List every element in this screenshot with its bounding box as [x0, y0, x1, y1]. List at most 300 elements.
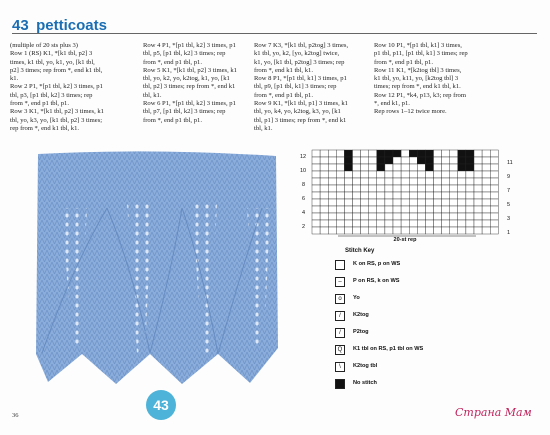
- chart-cell: [474, 157, 482, 164]
- chart-cell: [466, 178, 474, 185]
- chart-cell: [434, 206, 442, 213]
- pattern-badge: 43: [146, 390, 176, 420]
- chart-cell: [490, 157, 498, 164]
- chart-cell: [450, 227, 458, 234]
- chart-cell: [393, 150, 401, 157]
- chart-cell: [458, 220, 466, 227]
- chart-cell: [425, 171, 433, 178]
- instruction-line: Row 7 K3, *[k1 tbl, p2tog] 3 times, k1 tbl, yo, k2, [yo, k2tog] twice, k1, yo, [k1 tbl, p2tog] 3 times; rep from *, end k1 tbl, k1.: [254, 42, 349, 74]
- chart-cell: [369, 227, 377, 234]
- row-label-left: 4: [302, 210, 306, 216]
- chart-cell: [312, 192, 320, 199]
- chart-cell: [466, 192, 474, 199]
- chart-cell: [328, 206, 336, 213]
- chart-cell: [450, 157, 458, 164]
- chart-cell: [328, 199, 336, 206]
- chart-cell: [361, 171, 369, 178]
- chart-cell: [434, 171, 442, 178]
- key-label: K on RS, p on WS: [353, 261, 401, 267]
- chart-cell: [385, 199, 393, 206]
- chart-cell: [450, 213, 458, 220]
- key-swatch: –: [335, 277, 345, 287]
- chart-cell: [409, 164, 417, 171]
- chart-cell: [361, 206, 369, 213]
- chart-cell: [377, 220, 385, 227]
- chart-cell: [458, 192, 466, 199]
- row-label-left: 2: [302, 224, 306, 230]
- chart-cell: [401, 185, 409, 192]
- chart-cell: [393, 164, 401, 171]
- chart-cell: [401, 227, 409, 234]
- chart-cell: [425, 164, 433, 171]
- key-swatch: [335, 379, 345, 389]
- chart-cell: [312, 150, 320, 157]
- chart-cell: [377, 178, 385, 185]
- chart-cell: [385, 227, 393, 234]
- chart-cell: [328, 185, 336, 192]
- chart-cell: [312, 157, 320, 164]
- chart-cell: [442, 213, 450, 220]
- chart-cell: [344, 157, 352, 164]
- chart-cell: [393, 227, 401, 234]
- chart-cell: [490, 185, 498, 192]
- chart-cell: [361, 192, 369, 199]
- chart-cell: [344, 220, 352, 227]
- chart-cell: [482, 199, 490, 206]
- chart-cell: [361, 178, 369, 185]
- chart-cell: [466, 227, 474, 234]
- chart-cell: [482, 157, 490, 164]
- chart-cell: [458, 199, 466, 206]
- chart-cell: [450, 220, 458, 227]
- chart-cell: [385, 206, 393, 213]
- chart-cell: [466, 213, 474, 220]
- chart-cell: [474, 150, 482, 157]
- chart-cell: [417, 164, 425, 171]
- chart-cell: [401, 171, 409, 178]
- chart-cell: [361, 185, 369, 192]
- chart-cell: [353, 150, 361, 157]
- key-label: K1 tbl on RS, p1 tbl on WS: [353, 346, 424, 352]
- chart-cell: [312, 199, 320, 206]
- chart-cell: [401, 213, 409, 220]
- chart-cell: [320, 164, 328, 171]
- chart-cell: [442, 150, 450, 157]
- pattern-title: petticoats: [36, 17, 107, 34]
- chart-cell: [442, 171, 450, 178]
- chart-cell: [361, 150, 369, 157]
- chart-cell: [490, 171, 498, 178]
- chart-cell: [434, 227, 442, 234]
- chart-cell: [482, 164, 490, 171]
- row-label-left: 8: [302, 182, 306, 188]
- instruction-line: Row 2 P1, *[p1 tbl, k2] 3 times, p1 tbl, p3, [p1 tbl, k2] 3 times; rep from *, end p1 tbl, p1.: [10, 83, 103, 108]
- chart-cell: [474, 213, 482, 220]
- row-label-left: 12: [300, 154, 307, 160]
- instruction-line: Row 6 P1, *[p1 tbl, k2] 3 times, p1 tbl, p7, [p1 tbl, k2] 3 times; rep from *, end p1 tbl, p1.: [143, 100, 236, 124]
- key-swatch: /: [335, 311, 345, 321]
- chart-cell: [336, 220, 344, 227]
- chart-cell: [385, 213, 393, 220]
- instruction-line: Row 3 K1, *[k1 tbl, p2] 3 times, k1 tbl, yo, k3, yo, [k1 tbl, p2] 3 times; rep from *, end k1 tbl, k1.: [10, 108, 104, 132]
- chart-cell: [328, 220, 336, 227]
- chart-cell: [328, 178, 336, 185]
- chart-cell: [336, 178, 344, 185]
- chart-cell: [434, 150, 442, 157]
- chart-cell: [434, 213, 442, 220]
- chart-cell: [320, 213, 328, 220]
- chart-cell: [361, 227, 369, 234]
- chart-cell: [409, 192, 417, 199]
- chart-cell: [490, 150, 498, 157]
- chart-cell: [312, 220, 320, 227]
- chart-cell: [336, 192, 344, 199]
- chart-cell: [409, 185, 417, 192]
- row-label-right: 1: [507, 230, 511, 236]
- chart-cell: [353, 227, 361, 234]
- chart-cell: [482, 185, 490, 192]
- chart-cell: [458, 164, 466, 171]
- chart-cell: [320, 178, 328, 185]
- row-label-left: 6: [302, 196, 306, 202]
- instructions-column-3: [254, 42, 349, 133]
- chart-cell: [336, 199, 344, 206]
- chart-cell: [353, 192, 361, 199]
- chart-cell: [320, 206, 328, 213]
- instruction-line: Row 11 K1, *[k2tog tbl] 3 times, k1 tbl, yo, k11, yo, [k2tog tbl] 3 times; rep from *, end k1 tbl, k1.: [374, 66, 462, 91]
- instruction-line: Row 8 P1, *[p1 tbl, k1] 3 times, p1 tbl, p9, [p1 tbl, k1] 3 times; rep from *, end p1 tbl, p1.: [254, 75, 347, 99]
- chart-cell: [353, 164, 361, 171]
- chart-cell: [393, 185, 401, 192]
- chart-cell: [385, 220, 393, 227]
- row-label-right: 7: [507, 188, 511, 194]
- chart-cell: [393, 206, 401, 213]
- chart-cell: [458, 227, 466, 234]
- chart-cell: [377, 199, 385, 206]
- chart-cell: [442, 164, 450, 171]
- chart-cell: [425, 157, 433, 164]
- chart-cell: [385, 178, 393, 185]
- instruction-line: Row 9 K1, *[k1 tbl, p1] 3 times, k1 tbl, yo, k4, yo, k2tog, k3, yo, [k1 tbl, p1] 3 times; rep from *, end k1 tbl, k1.: [254, 100, 348, 132]
- chart-cell: [353, 206, 361, 213]
- chart-cell: [474, 178, 482, 185]
- chart-cell: [353, 199, 361, 206]
- chart-cell: [409, 178, 417, 185]
- chart-cell: [312, 185, 320, 192]
- instructions-column-4: [374, 42, 469, 117]
- chart-cell: [401, 192, 409, 199]
- chart-cell: [434, 220, 442, 227]
- chart-cell: [425, 192, 433, 199]
- chart-cell: [320, 192, 328, 199]
- instruction-line: Row 1 (RS) K1, *[k1 tbl, p2] 3 times, k1 tbl, yo, k1, yo, [k1 tbl, p2] 3 times; rep from *, end k1 tbl, k1.: [10, 50, 103, 83]
- chart-cell: [450, 192, 458, 199]
- key-label: Yo: [353, 295, 360, 301]
- chart-cell: [361, 213, 369, 220]
- chart-cell: [393, 171, 401, 178]
- chart-cell: [328, 227, 336, 234]
- chart-cell: [417, 178, 425, 185]
- chart-cell: [344, 206, 352, 213]
- chart-cell: [393, 213, 401, 220]
- row-label-left: 10: [300, 168, 307, 174]
- chart-cell: [490, 227, 498, 234]
- chart-cell: [442, 220, 450, 227]
- chart-cell: [353, 171, 361, 178]
- chart-cell: [385, 185, 393, 192]
- chart-cell: [474, 171, 482, 178]
- chart-cell: [466, 157, 474, 164]
- chart-cell: [442, 178, 450, 185]
- chart-cell: [482, 150, 490, 157]
- chart-cell: [361, 199, 369, 206]
- instructions-column-2: [143, 42, 238, 125]
- row-label-right: 9: [507, 174, 511, 180]
- chart-cell: [482, 227, 490, 234]
- chart-cell: [466, 164, 474, 171]
- chart-cell: [450, 178, 458, 185]
- chart-cell: [490, 192, 498, 199]
- chart-cell: [401, 220, 409, 227]
- chart-cell: [312, 164, 320, 171]
- chart-cell: [369, 199, 377, 206]
- chart-cell: [353, 185, 361, 192]
- chart-cell: [417, 227, 425, 234]
- chart-cell: [385, 150, 393, 157]
- knitted-swatch-photo: [32, 148, 280, 385]
- chart-cell: [353, 220, 361, 227]
- chart-cell: [353, 178, 361, 185]
- key-label: P2tog: [353, 329, 369, 335]
- chart-cell: [442, 227, 450, 234]
- chart-cell: [336, 227, 344, 234]
- chart-cell: [369, 157, 377, 164]
- chart-cell: [328, 150, 336, 157]
- chart-cell: [393, 199, 401, 206]
- chart-cell: [409, 213, 417, 220]
- chart-cell: [490, 164, 498, 171]
- chart-cell: [344, 185, 352, 192]
- chart-cell: [336, 206, 344, 213]
- chart-cell: [474, 185, 482, 192]
- chart-cell: [474, 199, 482, 206]
- chart-cell: [490, 220, 498, 227]
- chart-cell: [442, 206, 450, 213]
- chart-cell: [474, 192, 482, 199]
- chart-cell: [401, 157, 409, 164]
- chart-cell: [369, 171, 377, 178]
- chart-cell: [458, 213, 466, 220]
- chart-cell: [361, 220, 369, 227]
- key-label: P on RS, k on WS: [353, 278, 400, 284]
- chart-cell: [409, 199, 417, 206]
- key-swatch: Q: [335, 345, 345, 355]
- chart-cell: [401, 178, 409, 185]
- chart-cell: [425, 199, 433, 206]
- site-watermark: Страна Мам: [455, 406, 532, 419]
- chart-cell: [417, 199, 425, 206]
- chart-cell: [442, 199, 450, 206]
- chart-cell: [401, 164, 409, 171]
- chart-cell: [369, 164, 377, 171]
- chart-cell: [320, 227, 328, 234]
- row-label-right: 5: [507, 202, 511, 208]
- chart-cell: [458, 206, 466, 213]
- chart-cell: [336, 171, 344, 178]
- chart-cell: [385, 192, 393, 199]
- chart-cell: [344, 213, 352, 220]
- key-swatch: o: [335, 294, 345, 304]
- chart-cell: [377, 150, 385, 157]
- chart-cell: [490, 199, 498, 206]
- chart-cell: [312, 178, 320, 185]
- pattern-number: 43: [12, 17, 29, 34]
- chart-cell: [393, 192, 401, 199]
- chart-cell: [393, 157, 401, 164]
- chart-cell: [377, 213, 385, 220]
- knitting-chart: [300, 148, 515, 243]
- chart-cell: [344, 192, 352, 199]
- instruction-line: Row 5 K1, *[k1 tbl, p2] 3 times, k1 tbl, yo, k2, yo, k2tog, k1, yo, [k1 tbl, p2] 3 times; rep from *, end k1 tbl, k1.: [143, 66, 237, 99]
- chart-cell: [442, 157, 450, 164]
- chart-cell: [344, 227, 352, 234]
- chart-cell: [320, 220, 328, 227]
- chart-cell: [474, 227, 482, 234]
- chart-cell: [312, 213, 320, 220]
- chart-cell: [417, 171, 425, 178]
- chart-cell: [361, 164, 369, 171]
- chart-cell: [344, 171, 352, 178]
- stitch-key-title: Stitch Key: [345, 248, 375, 254]
- chart-cell: [377, 206, 385, 213]
- chart-cell: [466, 206, 474, 213]
- chart-cell: [434, 199, 442, 206]
- chart-cell: [336, 157, 344, 164]
- chart-cell: [336, 213, 344, 220]
- chart-cell: [385, 157, 393, 164]
- repeat-label: 20-st rep: [393, 237, 417, 243]
- chart-cell: [490, 206, 498, 213]
- chart-cell: [425, 220, 433, 227]
- chart-cell: [369, 185, 377, 192]
- chart-grid: [312, 150, 498, 234]
- chart-cell: [409, 227, 417, 234]
- chart-cell: [377, 192, 385, 199]
- chart-cell: [434, 178, 442, 185]
- chart-cell: [425, 206, 433, 213]
- chart-cell: [434, 185, 442, 192]
- chart-cell: [458, 150, 466, 157]
- chart-cell: [377, 157, 385, 164]
- key-label: K2tog: [353, 312, 369, 318]
- chart-cell: [385, 164, 393, 171]
- chart-cell: [328, 171, 336, 178]
- header-rule: [12, 33, 537, 34]
- chart-cell: [401, 206, 409, 213]
- chart-cell: [385, 171, 393, 178]
- chart-cell: [442, 185, 450, 192]
- instruction-line: Row 4 P1, *[p1 tbl, k2] 3 times, p1 tbl, p5, [p1 tbl, k2] 3 times; rep from *, end p1 tbl, p1.: [143, 42, 236, 66]
- chart-cell: [466, 171, 474, 178]
- chart-cell: [336, 150, 344, 157]
- chart-cell: [409, 171, 417, 178]
- chart-cell: [482, 213, 490, 220]
- chart-cell: [409, 157, 417, 164]
- chart-cell: [474, 220, 482, 227]
- chart-cell: [344, 178, 352, 185]
- chart-cell: [409, 150, 417, 157]
- chart-cell: [450, 171, 458, 178]
- chart-cell: [369, 192, 377, 199]
- chart-cell: [320, 157, 328, 164]
- chart-cell: [450, 199, 458, 206]
- chart-cell: [344, 150, 352, 157]
- chart-cell: [458, 178, 466, 185]
- chart-cell: [434, 164, 442, 171]
- chart-cell: [450, 164, 458, 171]
- chart-cell: [328, 157, 336, 164]
- instruction-line: Rep rows 1–12 twice more.: [374, 108, 447, 116]
- chart-cell: [369, 150, 377, 157]
- chart-cell: [490, 213, 498, 220]
- chart-cell: [466, 199, 474, 206]
- chart-cell: [474, 206, 482, 213]
- chart-cell: [425, 178, 433, 185]
- chart-cell: [393, 178, 401, 185]
- chart-cell: [417, 185, 425, 192]
- chart-cell: [393, 220, 401, 227]
- chart-cell: [450, 150, 458, 157]
- chart-cell: [482, 220, 490, 227]
- chart-cell: [320, 150, 328, 157]
- chart-cell: [474, 164, 482, 171]
- instruction-line: Row 12 P1, *k4, p13, k3; rep from *, end k1, p1.: [374, 91, 466, 108]
- row-label-right: 11: [507, 160, 513, 166]
- chart-cell: [482, 192, 490, 199]
- chart-cell: [401, 199, 409, 206]
- chart-cell: [320, 171, 328, 178]
- chart-cell: [417, 220, 425, 227]
- chart-cell: [377, 227, 385, 234]
- chart-cell: [369, 178, 377, 185]
- key-swatch: [335, 260, 345, 270]
- chart-cell: [336, 185, 344, 192]
- chart-cell: [336, 164, 344, 171]
- chart-cell: [434, 157, 442, 164]
- chart-cell: [369, 213, 377, 220]
- chart-cell: [482, 206, 490, 213]
- chart-cell: [353, 213, 361, 220]
- chart-cell: [417, 213, 425, 220]
- page-number: 36: [12, 412, 19, 419]
- chart-cell: [490, 178, 498, 185]
- chart-cell: [312, 206, 320, 213]
- key-swatch: /: [335, 328, 345, 338]
- instruction-line: (multiple of 20 sts plus 3): [10, 42, 78, 49]
- chart-cell: [328, 164, 336, 171]
- chart-cell: [377, 185, 385, 192]
- chart-cell: [328, 213, 336, 220]
- chart-cell: [482, 178, 490, 185]
- chart-cell: [401, 150, 409, 157]
- chart-cell: [369, 220, 377, 227]
- chart-cell: [361, 157, 369, 164]
- chart-cell: [417, 206, 425, 213]
- chart-cell: [458, 171, 466, 178]
- chart-cell: [482, 171, 490, 178]
- key-swatch: \: [335, 362, 345, 372]
- chart-cell: [417, 192, 425, 199]
